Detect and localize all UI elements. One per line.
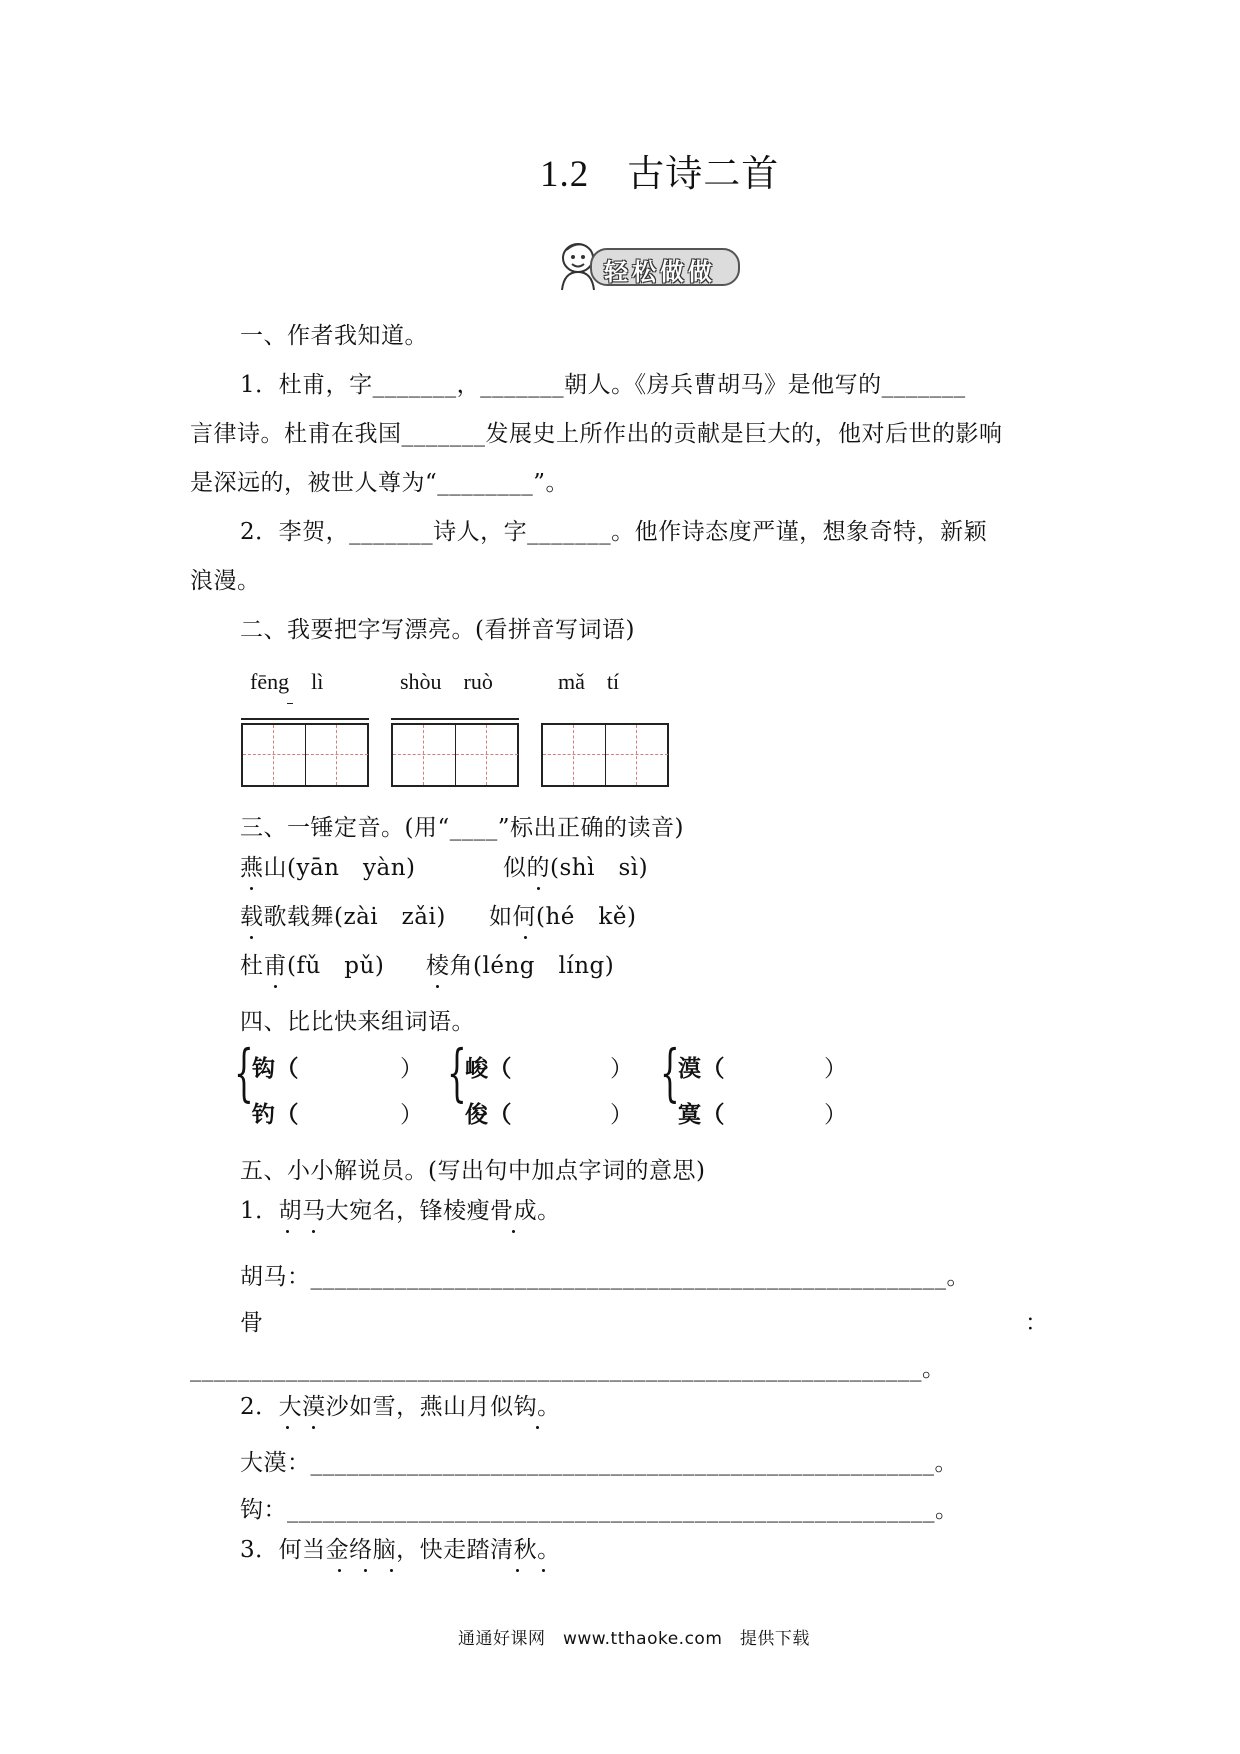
emphasis-dot <box>286 1230 289 1233</box>
word-pair-b1: 峻（ <box>465 1056 512 1082</box>
emphasis-dot <box>250 936 253 939</box>
section1-heading: 一、作者我知道。 <box>240 323 428 349</box>
emphasis-dot <box>390 1569 393 1572</box>
footer-credit: 通通好课网 www.tthaoke.com 提供下载 <box>458 1629 810 1649</box>
sentence-2: 2．大漠沙如雪，燕山月似钩。 <box>240 1394 561 1420</box>
emphasis-dot <box>436 985 439 988</box>
writing-grid-2[interactable] <box>391 723 519 787</box>
emphasis-dot <box>537 887 540 890</box>
badge-pill <box>590 248 740 286</box>
answer-line-gu[interactable]: _____________________________________________________________。 <box>190 1356 946 1382</box>
close-paren: ） <box>824 1102 848 1128</box>
pron-item: 似的(shì sì) <box>503 855 649 881</box>
close-paren: ） <box>400 1102 424 1128</box>
word-pair-a1: 钩（ <box>252 1056 299 1082</box>
close-paren: ） <box>824 1056 848 1082</box>
section-badge <box>550 236 740 294</box>
section4-heading: 四、比比快来组词语。 <box>240 1009 475 1035</box>
q1-line1: 1．杜甫，字_______，_______朝人。《房兵曹胡马》是他写的_______ <box>240 372 966 398</box>
pinyin-2: shòu ruò <box>400 669 493 694</box>
emphasis-dot <box>312 1230 315 1233</box>
writing-grid-3[interactable] <box>541 723 669 787</box>
q1-line2: 言律诗。杜甫在我国_______发展史上所作出的贡献是巨大的，他对后世的影响 <box>190 421 1003 447</box>
pron-item: 杜甫(fǔ pǔ) <box>240 953 385 979</box>
emphasis-dot <box>312 1426 315 1429</box>
emphasis-dot <box>364 1569 367 1572</box>
pron-item: 棱角(léng líng) <box>426 953 615 979</box>
q1-line3: 是深远的，被世人尊为“________”。 <box>190 470 570 496</box>
sentence-3: 3．何当金络脑，快走踏清秋。 <box>240 1537 561 1563</box>
word-pair-b2: 俊（ <box>465 1102 512 1128</box>
section5-heading: 五、小小解说员。(写出句中加点字词的意思) <box>240 1158 706 1184</box>
pron-item: 燕山(yān yàn) <box>240 855 416 881</box>
brace-3: { <box>660 1036 680 1109</box>
brace-2: { <box>447 1036 467 1109</box>
answer-line-damo[interactable]: 大漠：____________________________________________________。 <box>240 1450 958 1476</box>
answer-colon: ： <box>1025 1310 1049 1336</box>
emphasis-dot <box>516 1569 519 1572</box>
pinyin-1: fēng lì <box>250 669 324 694</box>
word-pair-a2: 钓（ <box>252 1102 299 1128</box>
q2-line1: 2．李贺，_______诗人，字_______。他作诗态度严谨，想象奇特，新颖 <box>240 519 988 545</box>
word-pair-c1: 漠（ <box>678 1056 725 1082</box>
emphasis-dot <box>286 1426 289 1429</box>
badge-label: 轻松做做 <box>604 258 716 286</box>
answer-label-gu: 骨 <box>240 1310 264 1336</box>
emphasis-dot <box>512 1230 515 1233</box>
title-number: 1.2 <box>540 154 590 195</box>
section3-heading: 三、一锤定音。(用“____”标出正确的读音) <box>240 815 684 841</box>
stray-mark <box>287 703 293 704</box>
emphasis-dot <box>274 985 277 988</box>
pron-item: 如何(hé kě) <box>489 904 637 930</box>
emphasis-dot <box>524 936 527 939</box>
pinyin-3: mǎ tí <box>558 669 620 694</box>
close-paren: ） <box>610 1056 634 1082</box>
title-text: 古诗二首 <box>627 152 780 195</box>
word-pair-c2: 寞（ <box>678 1102 725 1128</box>
emphasis-dot <box>536 1426 539 1429</box>
emphasis-dot <box>250 887 253 890</box>
pron-item: 载歌载舞(zài zǎi) <box>240 904 446 930</box>
page-title <box>540 143 779 197</box>
sentence-1: 1．胡马大宛名，锋棱瘦骨成。 <box>240 1198 561 1224</box>
answer-line-gou[interactable]: 钩：______________________________________________________。 <box>240 1497 959 1523</box>
emphasis-dot <box>338 1569 341 1572</box>
brace-1: { <box>234 1036 254 1109</box>
writing-grid-1[interactable] <box>241 723 369 787</box>
close-paren: ） <box>400 1056 424 1082</box>
emphasis-dot <box>542 1569 545 1572</box>
q2-line2: 浪漫。 <box>190 568 261 594</box>
section2-heading: 二、我要把字写漂亮。(看拼音写词语) <box>240 617 635 643</box>
answer-line-humah[interactable]: 胡马：_____________________________________________________。 <box>240 1264 970 1290</box>
close-paren: ） <box>610 1102 634 1128</box>
